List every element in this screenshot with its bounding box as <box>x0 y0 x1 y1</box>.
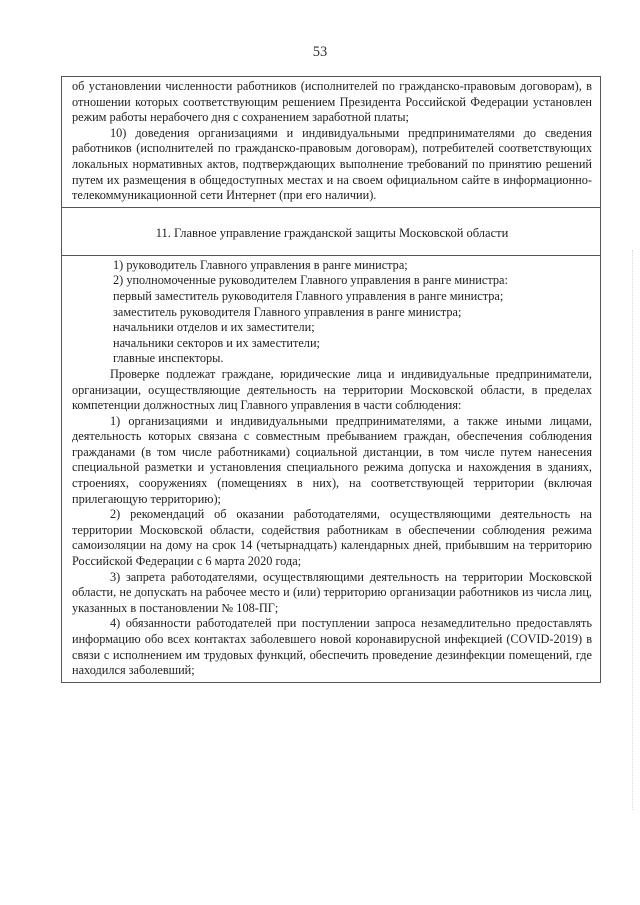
official-list-item: первый заместитель руководителя Главного управления в ранге министра; <box>113 288 504 303</box>
official-list-item: 2) уполномоченные руководителем Главного управления в ранге министра: <box>113 273 508 288</box>
paragraph-requirement-2: 2) рекомендаций об оказании работодателями, осуществляющими деятельность на территории Московской области, содействия работникам в обеспечении соблюдения режима самоизоляции на дому на срок 14 (четырнадцать) календарных дней, прибывшим на территорию Российской Федерации с 6 марта 2020 года; <box>72 507 592 569</box>
section-heading: 11. Главное управление гражданской защиты Московской области <box>155 225 509 240</box>
official-list-item: главные инспекторы. <box>113 351 224 366</box>
official-list-item: 1) руководитель Главного управления в ранге министра; <box>113 257 408 272</box>
official-list-item: заместитель руководителя Главного управления в ранге министра; <box>113 304 462 319</box>
table-row-section-heading <box>62 207 600 255</box>
paragraph-employee-count: об установлении численности работников (исполнителей по гражданско-правовым договорам), в отношении которых соответствующим решением Президента Российской Федерации установлен режим работы нерабочего дня с сохранением заработной платы; <box>72 79 592 125</box>
table-row-continuation <box>62 77 600 207</box>
official-list-item: начальники секторов и их заместители; <box>113 335 320 350</box>
paragraph-requirement-3: 3) запрета работодателями, осуществляющими деятельность на территории Московской области, не допускать на рабочее место и (или) территорию организации работников из числа лиц, указанных в постановлении № 108-ПГ; <box>72 569 592 615</box>
paragraph-requirement-1: 1) организациями и индивидуальными предпринимателями, а также иными лицами, деятельность которых связана с совместным пребыванием граждан, обеспечения соблюдения гражданами (в том числе работниками) социальной дистанции, в том числе путем нанесения специальной разметки и установления специального режима допуска и нахождения в зданиях, строениях, сооружениях (помещениях в них), на соответствующей территории (включая прилегающую территорию); <box>72 413 592 506</box>
scan-edge-mark <box>632 250 634 810</box>
table-row-section-body <box>62 255 600 682</box>
paragraph-requirement-4: 4) обязанности работодателей при поступлении запроса незамедлительно предоставлять информацию обо всех контактах заболевшего новой коронавирусной инфекцией (COVID-2019) в связи с исполнением им трудовых функций, обеспечить проведение дезинфекции помещений, где находился заболевший; <box>72 616 592 678</box>
paragraph-item-10: 10) доведения организациями и индивидуальными предпринимателями до сведения работников (исполнителей по гражданско-правовым договорам), потребителей соответствующих локальных нормативных актов, подтверждающих выполнение требований по принятию решений путем их размещения в общедоступных местах и на своем официальном сайте в информационно-телекоммуникационной сети Интернет (при его наличии). <box>72 125 592 203</box>
official-list-item: начальники отделов и их заместители; <box>113 320 315 335</box>
paragraph-inspection-subjects: Проверке подлежат граждане, юридические лица и индивидуальные предприниматели, организации, осуществляющие деятельность на территории Московской области, в пределах компетенции должностных лиц Главного управления в части соблюдения: <box>72 366 592 413</box>
page-number: 53 <box>312 44 328 60</box>
document-table <box>61 76 601 683</box>
